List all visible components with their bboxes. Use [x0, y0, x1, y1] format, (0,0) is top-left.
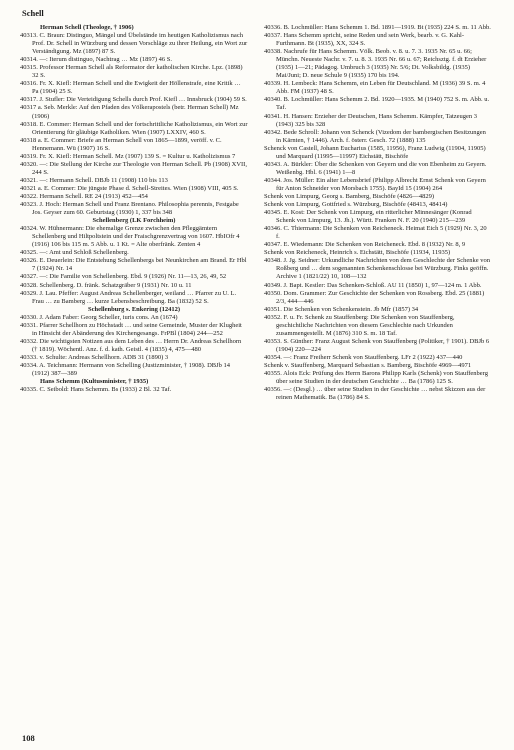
- bibliography-entry: Schenk von Limpurg, Georg s. Bamberg, Bischöfe (4826—4829): [264, 192, 435, 200]
- right-column: [264, 24, 492, 402]
- bibliography-entry: 40354. —: Franz Freiherr Schenk von Stauffenberg. LFr 2 (1922) 437—440: [264, 353, 463, 361]
- bibliography-entry: 40314. —: Iterum distinguo, Nachtrag … Mz (1897) 46 S.: [20, 56, 173, 64]
- bibliography-entry: 40326. E. Deuerlein: Die Entstehung Schellenbergs bei Neunkirchen am Brand. Er Hbl 7 (1924) Nr. 14: [20, 257, 247, 273]
- bibliography-entry: 40343. A. Bürkler: Über die Schenken von Geyern und die von Ebenheim zu Geyern. Weißenbg. Hbl. 6 (1941) 1—8: [264, 160, 487, 176]
- bibliography-entry: 40344. Jos. Müller: Ein alter Lebensbrief (Philipp Albrecht Ernst Schenk von Geyern für Anton Schneider von Morsbach 1755). BayId 15 (1904) 264: [264, 176, 486, 192]
- bibliography-entry: 40340. B. Lochmüller: Hans Schemm 2. Bd. 1920—1935. M (1940) 752 S. m. Abb. u. Taf.: [264, 96, 490, 112]
- bibliography-entry: 40338. Nachrufe für Hans Schemm. Völk. Beob. v. 8. u. 7. 3. 1935 Nr. 65 u. 66; Münchn. Neueste Nachr. v. 7. u. 8. 3. 1935 Nr. 66 u. 67; Reichsztg. f. dt Erzieher (1935) 1—21; Pädagog. Umbruch 3 (1935) Nr. 5/6; Dt. Volksbildg. (1935) Mai/Juni; D. neue Schule 9 (1935) 170 bis 194.: [264, 48, 487, 80]
- bibliography-entry: 40315. Professor Herman Schell als Reformator der katholischen Kirche. Lpz. (1898) 32 S.: [20, 64, 243, 80]
- bibliography-entry: 40350. Dom. Grammer: Zur Geschichte der Schenken von Rossberg. Ebd. 25 (1881) 2/3, 444—446: [264, 289, 485, 305]
- bibliography-entry: 40323. J. Hoch: Herman Schell und Franz Brentano. Philosophia perennis, Festgabe Jos. Geyser zum 60. Geburtstag (1930) 1, 337 bis 348: [20, 201, 239, 217]
- bibliography-entry: 40317 a. Seb. Merkle: Auf den Pfaden des Völkerapostels (betr. Herman Schell) Mz (1906): [20, 104, 239, 120]
- subject-heading: Schellenberg (LK Forchheim): [92, 217, 176, 225]
- bibliography-entry: 40325. —: Amt und Schloß Schellenberg.: [20, 249, 129, 257]
- bibliography-entry: 40334. A. Teichmann: Hermann von Schelling (Justizminister, † 1908). DBJb 14 (1912) 387—389: [20, 361, 231, 378]
- bibliography-entry: 40313. C. Braun: Distinguo, Mängel und Übelstände im heutigen Katholizismus nach Prof. Dr. Schell in Würzburg und dessen Vorschläge zu ihrer Heilung, ein Wort zur Verständigung. Mz (1897) 87 S.: [20, 32, 248, 56]
- bibliography-entry: 40349. J. Bapt. Kestler: Das Schenken-Schloß. AU 11 (1850) 1, 97—124 m. 1 Abb.: [264, 281, 482, 289]
- bibliography-entry: 40324. W. Hühnermann: Die ehemalige Grenze zwischen den Pfleggämtern Schellenberg und Hiltpoltstein und der Fraischgrenzvertrag von 1607. HbIOfr 4 (1916) 106 bis 115 m. 5 Abb. u. 1 Kt. = Alte oberfränk. Zenten 4: [20, 225, 240, 249]
- bibliography-entry: 40353. S. Günther: Franz August Schenk von Stauffenberg (Politiker, † 1901). DBJb 6 (1904) 220—224: [264, 337, 490, 353]
- subject-heading: Schellenburg s. Enkering (12412): [87, 305, 181, 313]
- section-heading: Herman Schell (Theologe, † 1906): [40, 24, 134, 31]
- bibliography-entry: Schenk von Reicheneck, Heinrich s. Eichstätt, Bischöfe (11934, 11935): [264, 249, 451, 257]
- bibliography-entry: 40317. J. Stufler: Die Verteidigung Schells durch Prof. Kiefl … Innsbruck (1904) 59 S.: [20, 96, 247, 104]
- bibliography-entry: 40336. B. Lochmüller: Hans Schemm 1. Bd. 1891—1919. Bt (1935) 224 S. m. 11 Abb.: [264, 24, 491, 31]
- page-number: 108: [22, 733, 35, 743]
- bibliography-entry: 40330. J. Adam Faber: Georg Scheller, iuris cons. An (1674): [20, 313, 178, 321]
- bibliography-entry: 40339. H. Lembeck: Hans Schemm, ein Leben für Deutschland. M (1936) 39 S. m. 4 Abb. FM (1937) 48 S.: [264, 80, 486, 96]
- bibliography-entry: 40342. Bede Schroll: Johann von Schenck (Vizedom der bambergischen Besitzungen in Kärnten, † 1446). Arch. f. österr. Gesch. 72 (1888) 135: [264, 128, 486, 144]
- bibliography-entry: 40331. Pfarrer Schellhorn zu Höchstadt … und seine Gemeinde, Muster der Klugheit in Hinsicht der Abänderung des Kirchengesangs. FrPBl (1804) 244—252: [20, 321, 242, 337]
- bibliography-entry: 40321 a. E. Commer: Die jüngste Phase d. Schell-Streites. Wien (1908) VIII, 405 S.: [20, 184, 239, 192]
- bibliography-entry: 40328. Schellenberg. D. fränk. Schatzgräber 9 (1931) Nr. 10 u. 11: [20, 281, 192, 289]
- bibliography-entry: 40333. v. Schulte: Andreas Schellhorn. ADB 31 (1890) 3: [20, 353, 169, 361]
- bibliography-entry: 40347. E. Wiedemann: Die Schenken von Reicheneck. Ebd. 8 (1932) Nr. 8, 9: [264, 241, 466, 249]
- bibliography-entry: Schenk v. Stauffenberg, Marquard Sebastian s. Bamberg, Bischöfe 4969—4971: [264, 361, 472, 369]
- bibliography-entry: 40327. —: Die Familie von Schellenberg. Ebd. 9 (1926) Nr. 11—13, 26, 49, 52: [20, 273, 227, 281]
- bibliography-entry: 40322. Hermann Schell. RE 24 (1913) 452—454: [20, 192, 148, 200]
- bibliography-entry: 40318. E. Commer: Herman Schell und der fortschrittliche Katholizismus, ein Wort zur Orientierung für gläubige Katholiken. Wien (1907) LXXIV, 460 S.: [20, 120, 248, 136]
- bibliography-entry: 40318 a. E. Commer: Briefe an Herman Schell von 1865—1899, veröff. v. C. Hennemann. Wü (1907) 16 S.: [20, 136, 222, 152]
- bibliography-entry: 40321. —: Hermann Schell. DBJb 11 (1908) 110 bis 113: [20, 176, 168, 184]
- bibliography-entry: 40346. C. Thiermann: Die Schenken von Reicheneck. Heimat Eich 5 (1929) Nr. 3, 20 f.: [264, 225, 487, 241]
- bibliography-entry: 40345. E. Kost: Der Schenk von Limpurg, ein ritterlicher Minnesänger (Konrad Schenk von Limpurg, 13. Jh.). Württ. Franken N. F. 20 (1940) 215—239: [264, 209, 472, 225]
- bibliography-entry: 40356. —: (Desgl.) … über seine Studien in der Geschichte … nebst Skizzen aus der reinen Mathematik. Ba (1786) 84 S.: [264, 386, 486, 402]
- bibliography-entry: 40355. Alois Eck: Prüfung des Herrn Barons Philipp Karls (Schenk) von Stauffenberg über seine Studien in der deutschen Geschichte … Ba (1786) 125 S.: [264, 370, 488, 386]
- bibliography-entry: 40341. H. Hansen: Erzieher der Deutschen, Hans Schemm. Kämpfer, Tatzeugen 3 (1943) 325 bis 328: [264, 112, 478, 128]
- bibliography-entry: 40351. Die Schenken von Schenkenstein. Jb Mfr (1857) 34: [264, 305, 419, 313]
- bibliography-entry: 40348. J. Jg. Seidner: Urkundliche Nachrichten von dem Geschlechte der Schenke von Roßberg und … dem sogenannten Schenkenschlosse bei Würzburg. Finks geöffn. Archive 1 (1821/22) 10, 108—132: [264, 257, 490, 281]
- bibliography-entry: 40319. Fr. X. Kiefl: Herman Schell. Mz (1907) 139 S. = Kultur u. Katholizismus 7: [20, 152, 236, 160]
- bibliography-entry: 40316. Fr. X. Kiefl: Herman Schell und die Ewigkeit der Höllenstrafe, eine Kritik … Pa (1904) 25 S.: [20, 80, 241, 96]
- bibliography-entry: 40332. Die wichtigsten Notizen aus dem Leben des … Herrn Dr. Andreas Schellhorn († 1819). Wöchentl. Anz. f. d. kath. Geistl. 4 (1835) 4, 475—480: [20, 337, 242, 353]
- left-column: [20, 24, 248, 394]
- bibliography-entry: Schenk von Limpurg, Gottfried s. Würzburg, Bischöfe (48413, 48414): [264, 201, 448, 209]
- bibliography-entry: 40337. Hans Schemm spricht, seine Reden und sein Werk, bearb. v. G. Kahl-Furthmann. Bt (1935), XX, 324 S.: [264, 32, 465, 48]
- bibliography-entry: 40335. C. Seibold: Hans Schemm. Bs (1933) 2 Bl. 32 Taf.: [20, 386, 172, 394]
- bibliography-entry: Schenck von Castell, Johann Eucharius (1585, 11956), Franz Ludwig (11904, 11905) und Marquard (11995—11997) Eichstätt, Bischöfe: [264, 144, 486, 160]
- section-heading: Hans Schemm (Kultusminister, † 1935): [40, 378, 149, 386]
- running-head: Schell: [22, 8, 44, 18]
- bibliography-entry: 40329. J. Lau. Pfeffer: August Andreas Schellenberger, weiland … Pfarrer zu U. L. Frau … zu Bamberg … kurze Lebensbeschreibung. Ba (1832) 52 S.: [20, 289, 237, 305]
- bibliography-entry: 40352. F. u. Fr. Schenk zu Stauffenberg: Die Schenken von Stauffenberg, geschichtliche Nachrichten von diesem Geschlechte nach Urkunden zusammengestellt. M (1876) 310 S. m. 18 Taf.: [264, 313, 455, 337]
- bibliography-entry: 40320. —: Die Stellung der Kirche zur Theologie von Herman Schell. Pb (1908) XVII, 244 S.: [20, 160, 247, 176]
